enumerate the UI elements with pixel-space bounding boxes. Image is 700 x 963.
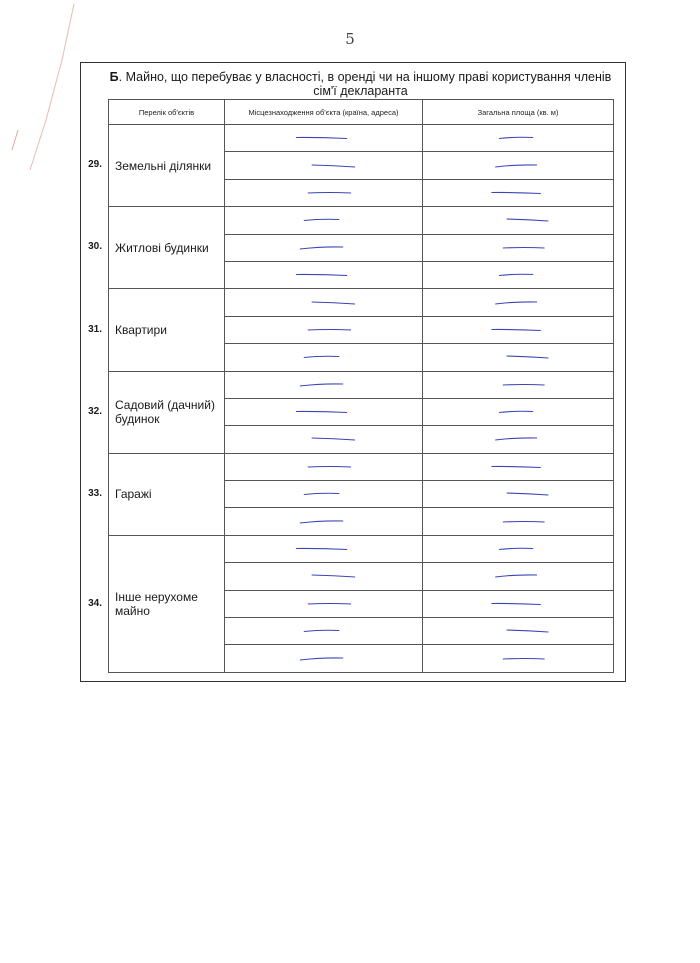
item-name: Садовий (дачний) будинок [109,371,225,453]
location-cell [225,453,423,480]
handwritten-dash [423,354,613,360]
handwritten-dash [225,300,422,306]
item-name: Інше нерухоме майно [109,535,225,672]
handwritten-dash [423,409,613,415]
header-objects: Перелік об'єктів [109,100,225,125]
item-number: 31. [88,323,102,335]
item-number: 33. [88,487,102,499]
location-cell [225,535,423,562]
handwritten-dash [423,519,613,525]
location-cell [225,481,423,508]
handwritten-dash [225,135,422,141]
handwritten-dash [423,656,613,662]
handwritten-dash [225,573,422,579]
location-cell [225,234,423,261]
item-name: Земельні ділянки [109,125,225,207]
handwritten-dash [423,245,613,251]
handwritten-dash [225,217,422,223]
handwritten-dash [225,656,422,662]
handwritten-dash [423,491,613,497]
handwritten-dash [225,436,422,442]
location-cell [225,152,423,179]
handwritten-dash [423,601,613,607]
location-cell [225,398,423,425]
handwritten-dash [423,382,613,388]
item-number: 32. [88,405,102,417]
area-cell [423,344,614,371]
area-cell [423,618,614,645]
item-name: Гаражі [109,453,225,535]
area-cell [423,152,614,179]
handwritten-dash [225,272,422,278]
area-cell [423,261,614,288]
handwritten-dash [225,601,422,607]
location-cell [225,590,423,617]
handwritten-dash [225,464,422,470]
handwritten-dash [225,628,422,634]
section-prefix: Б [109,70,119,84]
section-title-text: . Майно, що перебуває у власності, в оренді чи на іншому праві користування членів сім'ї декларанта [118,70,612,98]
handwritten-dash [423,546,613,552]
area-cell [423,289,614,316]
table-row [109,207,614,234]
area-cell [423,316,614,343]
handwritten-dash [225,546,422,552]
handwritten-dash [423,327,613,333]
location-cell [225,179,423,206]
location-cell [225,207,423,234]
handwritten-dash [423,272,613,278]
section-title [108,70,613,98]
area-cell [423,398,614,425]
item-name: Квартири [109,289,225,371]
location-cell [225,316,423,343]
handwritten-dash [423,190,613,196]
item-number: 34. [88,597,102,609]
handwritten-dash [423,135,613,141]
page-number: 5 [345,30,355,48]
handwritten-dash [423,436,613,442]
location-cell [225,508,423,535]
area-cell [423,371,614,398]
area-cell [423,179,614,206]
area-cell [423,563,614,590]
area-cell [423,508,614,535]
handwritten-dash [225,519,422,525]
table-header-row [109,100,614,125]
handwritten-dash [423,163,613,169]
area-cell [423,125,614,152]
handwritten-dash [225,491,422,497]
handwritten-dash [423,573,613,579]
handwritten-dash [225,354,422,360]
location-cell [225,125,423,152]
table-row [109,125,614,152]
handwritten-dash [423,217,613,223]
area-cell [423,590,614,617]
area-cell [423,645,614,672]
handwritten-dash [423,300,613,306]
handwritten-dash [225,327,422,333]
item-number: 30. [88,241,102,253]
table-row [109,289,614,316]
location-cell [225,371,423,398]
table-row [109,453,614,480]
property-table [108,99,614,673]
area-cell [423,453,614,480]
handwritten-dash [225,245,422,251]
location-cell [225,563,423,590]
location-cell [225,645,423,672]
location-cell [225,261,423,288]
handwritten-dash [225,190,422,196]
area-cell [423,535,614,562]
area-cell [423,207,614,234]
location-cell [225,426,423,453]
header-location: Місцезнаходження об'єкта (країна, адреса) [225,100,423,125]
location-cell [225,344,423,371]
handwritten-dash [423,628,613,634]
handwritten-dash [225,163,422,169]
area-cell [423,426,614,453]
table-row [109,535,614,562]
area-cell [423,481,614,508]
handwritten-dash [423,464,613,470]
handwritten-dash [225,382,422,388]
item-name: Житлові будинки [109,207,225,289]
table-row [109,371,614,398]
area-cell [423,234,614,261]
handwritten-dash [225,409,422,415]
item-number: 29. [88,159,102,171]
header-area: Загальна площа (кв. м) [423,100,614,125]
location-cell [225,289,423,316]
location-cell [225,618,423,645]
